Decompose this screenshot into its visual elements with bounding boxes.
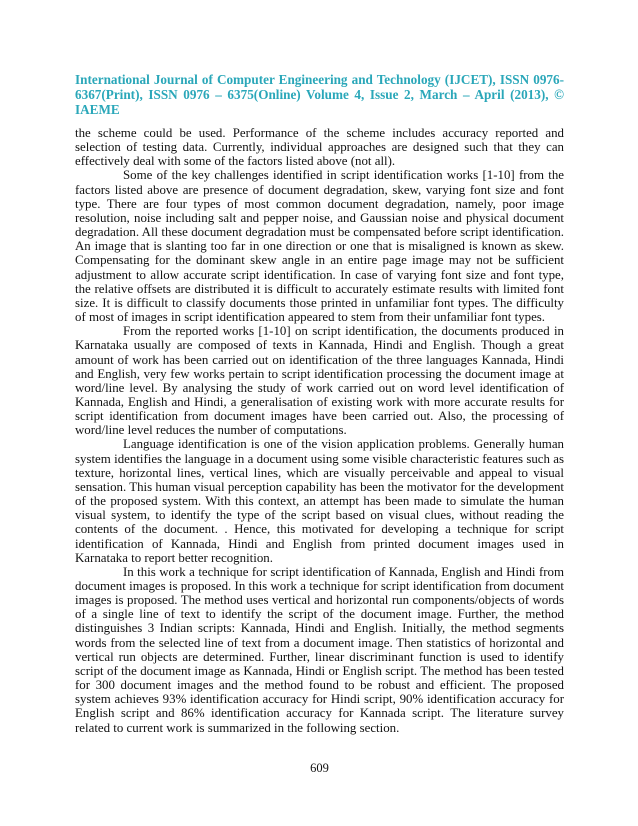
paragraph-continuation: the scheme could be used. Performance of the scheme includes accuracy reported and selection of testing data. Currently, individual approaches are designed such that they can effectively deal with some of the factors listed above (not all).	[75, 126, 564, 169]
body-text	[75, 126, 564, 735]
paragraph-language-identification: Language identification is one of the vision application problems. Generally human system identifies the language in a document using some visible characteristic features such as texture, horizontal lines, vertical lines, which are visually perceivable and appeal to visual sensation. This human visual perception capability has been the motivator for the development of the proposed system. With this context, an attempt has been made to simulate the human visual system, to identify the type of the script based on visual clues, without reading the contents of the document. . Hence, this motivated for developing a technique for script identification of Kannada, Hindi and English from printed document images used in Karnataka to report better recognition.	[75, 437, 564, 565]
paragraph-reported-works: From the reported works [1-10] on script identification, the documents produced in Karnataka usually are composed of texts in Kannada, Hindi and English. Though a great amount of work has been carried out on identification of the three languages Kannada, Hindi and English, very few works pertain to script identification processing the document image at word/line level. By analysing the study of work carried out on word level identification of Kannada, English and Hindi, a generalisation of existing work with more accurate results for script identification from document images have been carried out. Also, the processing of word/line level reduces the number of computations.	[75, 324, 564, 438]
journal-header: International Journal of Computer Engineering and Technology (IJCET), ISSN 0976-6367(Print), ISSN 0976 – 6375(Online) Volume 4, Issue 2, March – April (2013), © IAEME	[75, 72, 564, 117]
paragraph-challenges: Some of the key challenges identified in script identification works [1-10] from the factors listed above are presence of document degradation, skew, varying font size and font type. There are four types of most common document degradation, namely, poor image resolution, noise including salt and pepper noise, and Gaussian noise and physical document degradation. All these document degradation must be compensated before script identification. An image that is slanting too far in one direction or one that is misaligned is known as skew. Compensating for the dominant skew angle in an entire page image may not be sufficient adjustment to allow accurate script identification. In case of varying font size and font type, the relative offsets are distributed it is difficult to accurately estimate results with limited font size. It is difficult to classify documents those printed in unfamiliar font types. The difficulty of most of images in script identification appeared to stem from their unfamiliar font types.	[75, 168, 564, 325]
page-number: 609	[310, 760, 329, 775]
paragraph-proposed-technique: In this work a technique for script identification of Kannada, English and Hindi from document images is proposed. In this work a technique for script identification from document images is proposed. The method uses vertical and horizontal run components/objects of words of a single line of text to identify the script of the document image. Further, the method distinguishes 3 Indian scripts: Kannada, Hindi and English. Initially, the method segments words from the selected line of text from a document image. Then statistics of horizontal and vertical run objects are determined. Further, linear discriminant function is used to identify script of the document image as Kannada, Hindi or English script. The method has been tested for 300 document images and the method found to be robust and efficient. The proposed system achieves 93% identification accuracy for Hindi script, 90% identification accuracy for English script and 86% identification accuracy for Kannada script. The literature survey related to current work is summarized in the following section.	[75, 564, 564, 735]
